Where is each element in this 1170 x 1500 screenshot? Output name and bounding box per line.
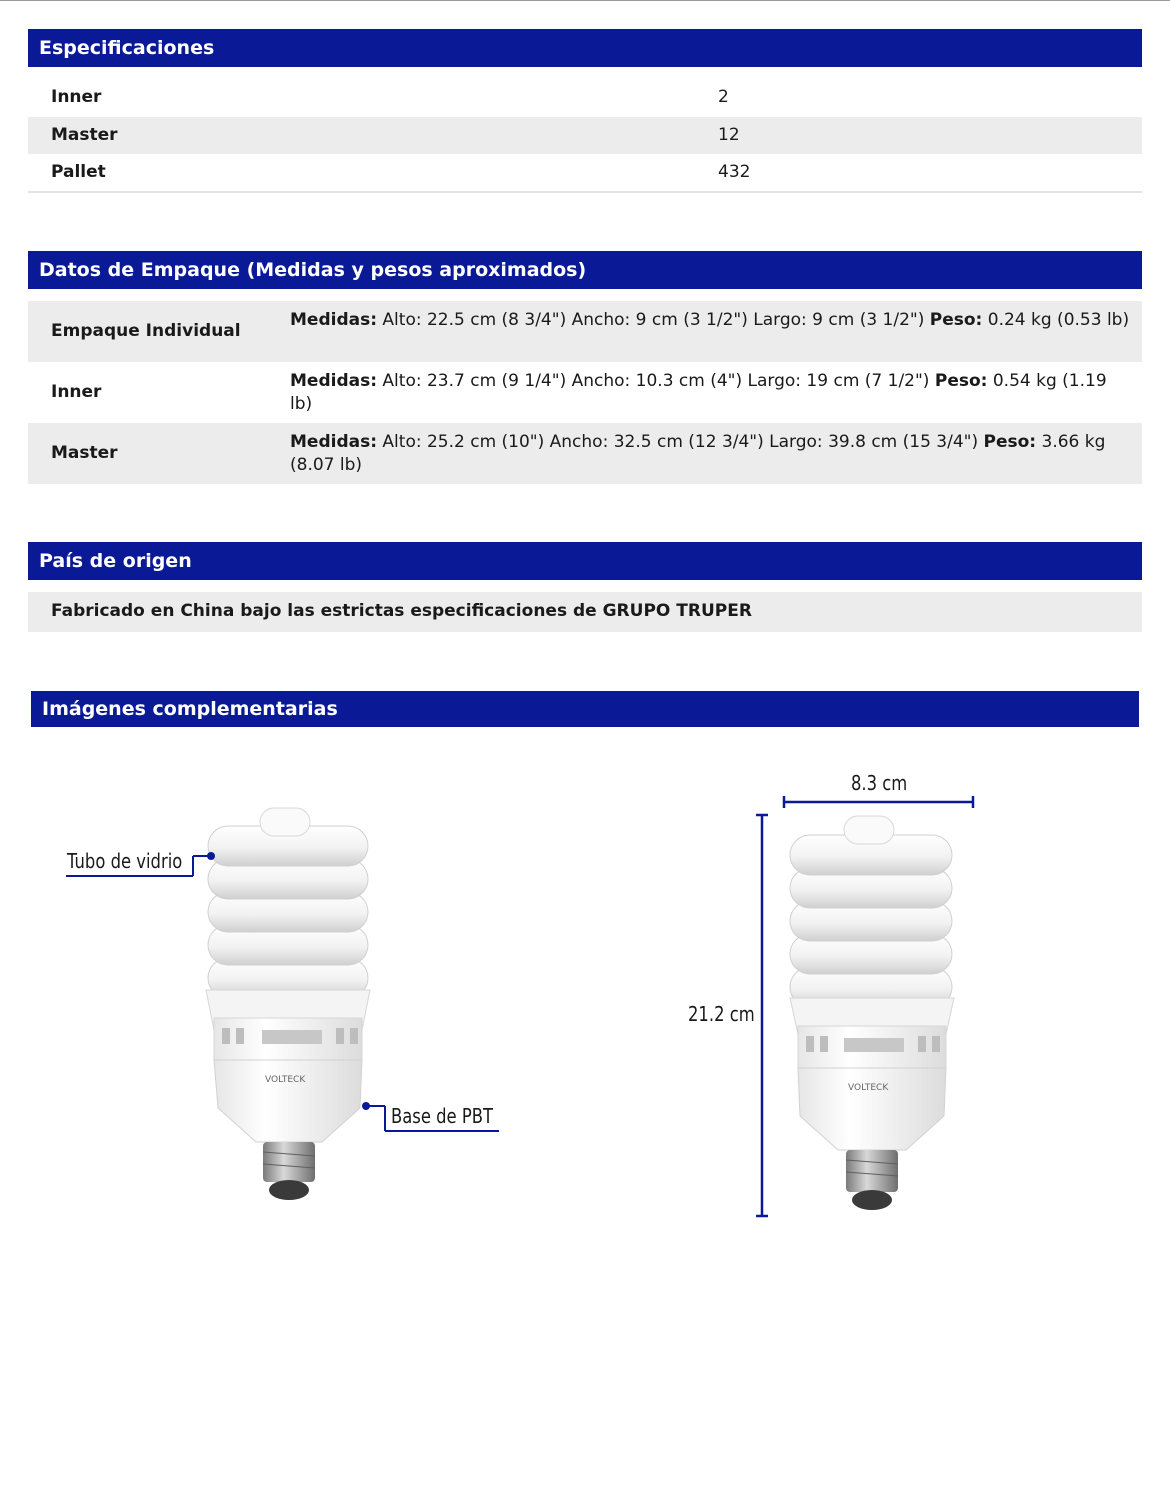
peso-value: 3.66 kg (8.07 lb): [290, 432, 1106, 475]
bulb-right: [790, 816, 954, 1210]
glass-tube: [208, 808, 368, 998]
medidas-value: Alto: 23.7 cm (9 1/4") Ancho: 10.3 cm (4") Largo: 19 cm (7 1/2"): [377, 371, 935, 391]
spec-label: Master: [51, 125, 118, 145]
images-header: Imágenes complementarias: [31, 691, 1139, 727]
medidas-value: Alto: 22.5 cm (8 3/4") Ancho: 9 cm (3 1/2") Largo: 9 cm (3 1/2"): [377, 310, 930, 330]
height-label: 21.2 cm: [688, 1002, 755, 1026]
spec-value: 432: [718, 162, 751, 182]
specs-header: Especificaciones: [28, 29, 1142, 67]
peso-label: Peso:: [983, 432, 1037, 452]
packaging-header: Datos de Empaque (Medidas y pesos aproximados): [28, 251, 1142, 289]
peso-value: 0.54 kg (1.19 lb): [290, 371, 1107, 414]
brand-text: VOLTECK: [848, 1083, 889, 1093]
height-dimension: [756, 815, 768, 1216]
peso-value: 0.24 kg (0.53 lb): [982, 310, 1130, 330]
peso-label: Peso:: [934, 371, 988, 391]
brand-text: VOLTECK: [265, 1075, 306, 1085]
origin-text: Fabricado en China bajo las estrictas especificaciones de GRUPO TRUPER: [28, 592, 1142, 632]
origin-header: País de origen: [28, 542, 1142, 580]
medidas-label: Medidas:: [290, 432, 378, 452]
spec-label: Inner: [51, 87, 102, 107]
pack-label: Master: [51, 443, 118, 463]
medidas-value: Alto: 25.2 cm (10") Ancho: 32.5 cm (12 3/4") Largo: 39.8 cm (15 3/4"): [377, 432, 984, 452]
spec-value: 12: [718, 125, 740, 145]
base-label: Base de PBT: [391, 1104, 494, 1128]
spec-value: 2: [718, 87, 729, 107]
pack-label: Inner: [51, 382, 102, 402]
bulb-left: [206, 808, 370, 1200]
width-label: 8.3 cm: [851, 771, 908, 795]
peso-label: Peso:: [929, 310, 983, 330]
pack-label: Empaque Individual: [51, 321, 241, 341]
medidas-label: Medidas:: [290, 371, 378, 391]
medidas-label: Medidas:: [290, 310, 378, 330]
width-dimension: [784, 796, 973, 808]
spec-label: Pallet: [51, 162, 106, 182]
glass-tube-label: Tubo de vidrio: [67, 849, 183, 873]
